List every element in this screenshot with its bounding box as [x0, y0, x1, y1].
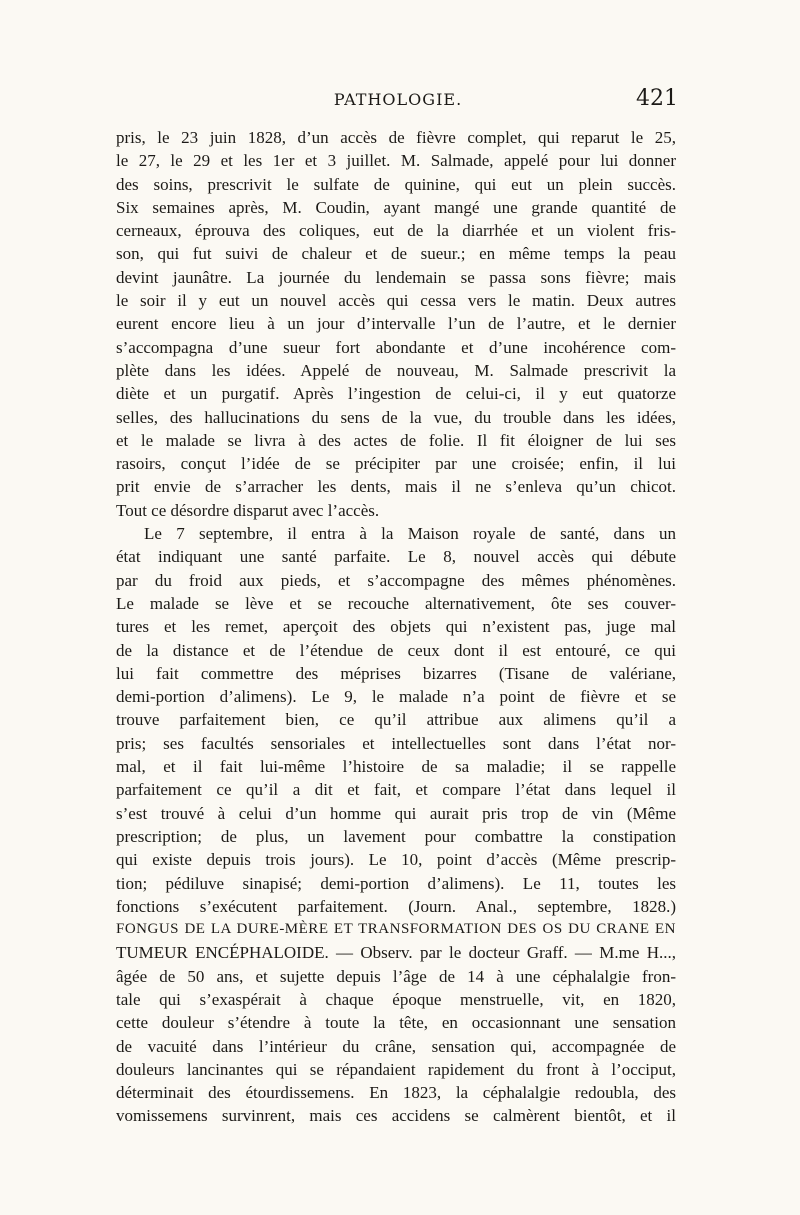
text-line: cette douleur s’étendre à toute la tête, en occasionnant une sensation	[116, 1013, 676, 1033]
body-text	[116, 126, 676, 1128]
text-line: de vacuité dans l’intérieur du crâne, sensation qui, accompagnée de	[116, 1036, 676, 1056]
text-line: pris; ses facultés sensoriales et intellectuelles sont dans l’état nor-	[116, 733, 676, 753]
text-line: tale qui s’exaspérait à chaque époque menstruelle, vit, en 1820,	[116, 989, 676, 1009]
text-line: état indiquant une santé parfaite. Le 8, nouvel accès qui débute	[116, 547, 676, 567]
text-line: s’est trouvé à celui d’un homme qui aurait pris trop de vin (Même	[116, 803, 676, 823]
page-number: 421	[636, 86, 678, 111]
text-line: cerneaux, éprouva des coliques, eut de la diarrhée et un violent fris-	[116, 221, 676, 241]
text-line: par du froid aux pieds, et s’accompagne des mêmes phénomènes.	[116, 570, 676, 590]
page-header	[118, 86, 678, 116]
text-line: Tout ce désordre disparut avec l’accès.	[116, 500, 380, 520]
text-line: et le malade se livra à des actes de folie. Il fit éloigner de lui ses	[116, 430, 676, 450]
text-line: des soins, prescrivit le sulfate de quinine, qui eut un plein succès.	[116, 174, 676, 194]
text-line: plète dans les idées. Appelé de nouveau, M. Salmade prescrivit la	[116, 360, 676, 380]
text-line: déterminait des étourdissemens. En 1823, la céphalalgie redoubla, des	[116, 1083, 676, 1103]
text-line: tion; pédiluve sinapisé; demi-portion d’alimens). Le 11, toutes les	[116, 873, 676, 893]
text-line: selles, des hallucinations du sens de la vue, du trouble dans les idées,	[116, 407, 676, 427]
text-line: vomissemens survinrent, mais ces accidens se calmèrent bientôt, et il	[116, 1106, 676, 1126]
paragraph-first-line: Le 7 septembre, il entra à la Maison royale de santé, dans un	[144, 524, 676, 544]
text-line: tures et les remet, aperçoit des objets qui n’existent pas, juge mal	[116, 617, 676, 637]
text-line: douleurs lancinantes qui se répandaient rapidement du front à l’occiput,	[116, 1059, 676, 1079]
text-line: lui fait commettre des méprises bizarres (Tisane de valériane,	[116, 663, 676, 683]
text-line: Six semaines après, M. Coudin, ayant mangé une grande quantité de	[116, 197, 676, 217]
text-line: âgée de 50 ans, et sujette depuis l’âge de 14 à une céphalalgie fron-	[116, 966, 676, 986]
text-line: parfaitement ce qu’il a dit et fait, et compare l’état dans lequel il	[116, 780, 676, 800]
text-line: qui existe depuis trois jours). Le 10, point d’accès (Même prescrip-	[116, 850, 676, 870]
text-line: diète et un purgatif. Après l’ingestion de celui-ci, il y eut quatorze	[116, 384, 676, 404]
text-line: devint jaunâtre. La journée du lendemain se passa sons fièvre; mais	[116, 267, 676, 287]
section-heading-line: TUMEUR ENCÉPHALOIDE. — Observ. par le docteur Graff. — M.me H...,	[116, 943, 676, 963]
text-line: fonctions s’exécutent parfaitement. (Journ. Anal., septembre, 1828.)	[116, 896, 676, 916]
text-line: prit envie de s’arracher les dents, mais il ne s’enleva qu’un chicot.	[116, 477, 676, 497]
text-line: prescription; de plus, un lavement pour combattre la constipation	[116, 826, 676, 846]
text-line: trouve parfaitement bien, ce qu’il attribue aux alimens qu’il a	[116, 710, 676, 730]
running-title: PATHOLOGIE.	[333, 90, 463, 109]
text-line: le 27, le 29 et les 1er et 3 juillet. M. Salmade, appelé pour lui donner	[116, 151, 676, 171]
text-line: rasoirs, conçut l’idée de se précipiter par une croisée; enfin, il lui	[116, 454, 676, 474]
section-heading-line: FONGUS DE LA DURE-MÈRE ET TRANSFORMATION DES OS DU CRANE EN	[116, 921, 676, 938]
text-line: le soir il y eut un nouvel accès qui cessa vers le matin. Deux autres	[116, 291, 676, 311]
text-line: eurent encore lieu à un jour d’intervalle l’un de l’autre, et le dernier	[116, 314, 676, 334]
text-line: Le malade se lève et se recouche alternativement, ôte ses couver-	[116, 593, 676, 613]
text-line: pris, le 23 juin 1828, d’un accès de fièvre complet, qui reparut le 25,	[116, 128, 676, 147]
text-line: demi-portion d’alimens). Le 9, le malade n’a point de fièvre et se	[116, 687, 676, 707]
text-line: son, qui fut suivi de chaleur et de sueur.; en même temps la peau	[116, 244, 676, 264]
text-line: s’accompagna d’une sueur fort abondante et d’une incohérence com-	[116, 337, 676, 357]
text-line: mal, et il fait lui-même l’histoire de sa maladie; il se rappelle	[116, 757, 676, 777]
text-line: de la distance et de l’étendue de ceux dont il est entouré, ce qui	[116, 640, 676, 660]
